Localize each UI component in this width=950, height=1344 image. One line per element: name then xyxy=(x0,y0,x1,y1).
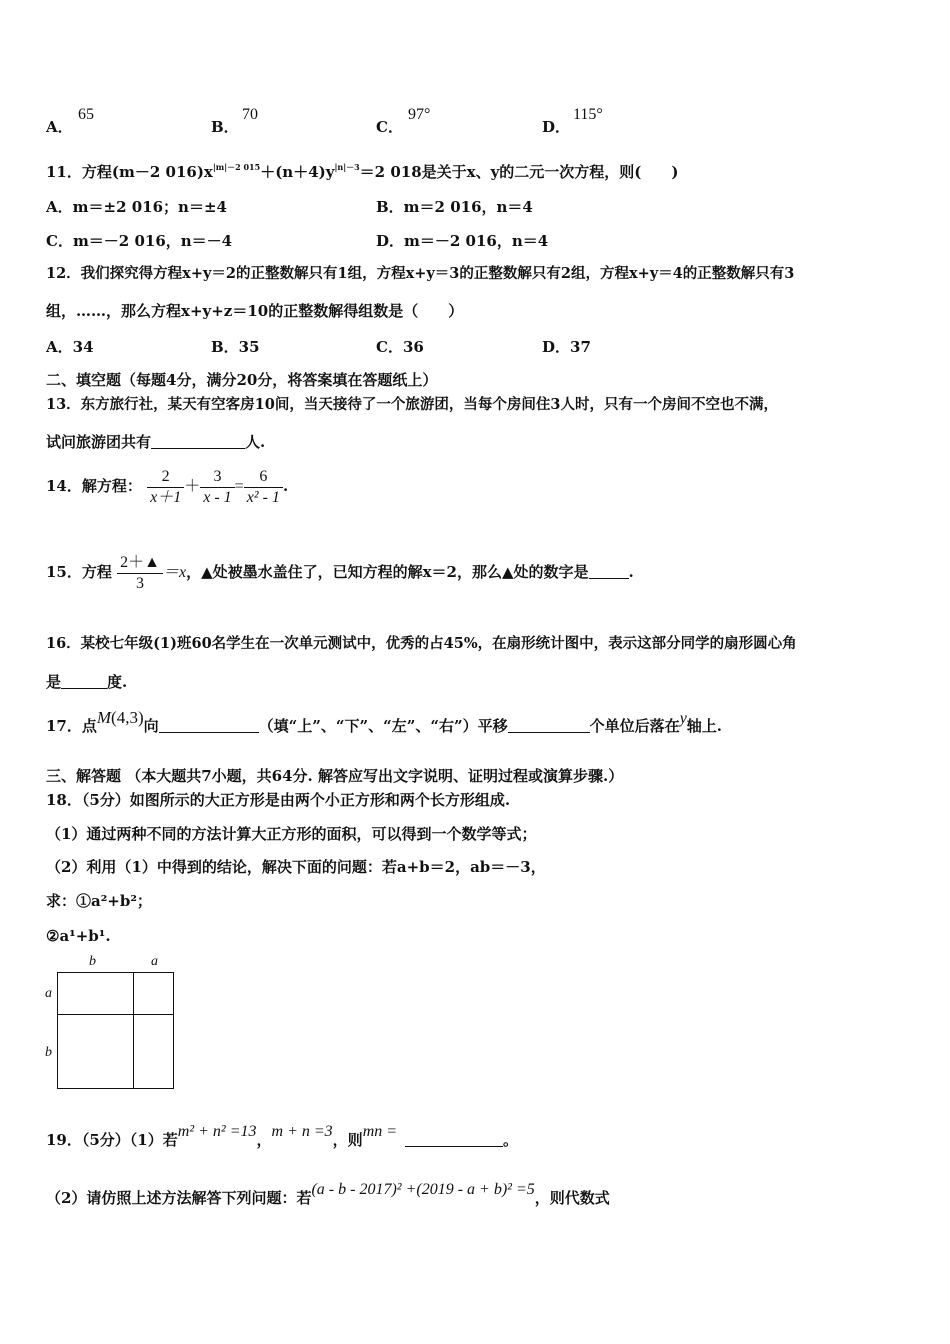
q19-part2-tail: ，则代数式 xyxy=(534,1189,610,1207)
q19-end: 。 xyxy=(503,1131,519,1149)
q14-num-3: 6 xyxy=(259,467,268,485)
q13-text: 试问旅游团共有 xyxy=(46,433,152,451)
q15-text: ，▲处被墨水盖住了，已知方程的解x＝2，那么▲处的数字是 xyxy=(186,563,589,581)
q18-label-top-b: b xyxy=(89,954,96,969)
q12-option-b: B．35 xyxy=(211,338,260,356)
q19-comma: ， xyxy=(256,1131,272,1149)
q14-fraction-2 xyxy=(200,467,234,508)
q17-direction-blank[interactable] xyxy=(159,718,259,733)
q11-exp2: |n|－3 xyxy=(334,162,360,172)
q15-fraction xyxy=(117,553,163,594)
q17-text-c: （填“上”、“下”、“左”、“右”）平移 xyxy=(258,717,508,735)
q10-option-c: C． xyxy=(376,118,403,136)
q15-answer-blank[interactable] xyxy=(589,564,629,579)
q18-square-figure xyxy=(57,972,174,1089)
q16-line1: 16．某校七年级(1)班60名学生在一次单元测试中，优秀的占45%，在扇形统计图中，表示这部分同学的扇形圆心角 xyxy=(46,635,797,652)
q16-text: 是 xyxy=(46,673,62,691)
q14-end: . xyxy=(282,477,289,495)
q10-option-b-value: 70 xyxy=(242,106,258,123)
q11-option-d: D．m＝－2 016，n＝4 xyxy=(376,232,549,250)
q19-expr2: m + n =3 xyxy=(271,1123,333,1140)
q19-label: 19．（5分）（1）若 xyxy=(46,1131,178,1149)
q11-label: 11．方程 xyxy=(46,163,112,181)
q14-fraction-3 xyxy=(244,467,283,508)
q19-answer-blank[interactable] xyxy=(405,1132,503,1147)
q12-option-d: D．37 xyxy=(542,338,591,356)
q17-units-blank[interactable] xyxy=(508,718,590,733)
q12-option-a: A．34 xyxy=(46,338,94,356)
q17-label: 17．点 xyxy=(46,717,97,735)
q18-title: 18．（5分）如图所示的大正方形是由两个小正方形和两个长方形组成. xyxy=(46,791,511,809)
q10-option-c-value: 97° xyxy=(408,106,431,123)
q18-ask1: 求：①a²+b²； xyxy=(46,892,152,910)
section-2-title: 二、填空题（每题4分，满分20分，将答案填在答题纸上） xyxy=(46,371,438,389)
q18-label-left-a: a xyxy=(45,986,52,1001)
q11-part2: ＋(n＋4)y xyxy=(260,163,335,181)
q10-option-d: D． xyxy=(542,118,571,136)
q19-expr3: mn = xyxy=(362,1123,398,1140)
q14-fraction-1 xyxy=(147,467,184,508)
q10-option-a: A． xyxy=(46,118,73,136)
q14-num-1: 2 xyxy=(161,467,170,485)
question-11 xyxy=(46,162,679,182)
q14-equals: = xyxy=(234,478,244,495)
q16-unit: 度. xyxy=(107,673,128,691)
question-15 xyxy=(46,550,634,595)
q17-axis: y xyxy=(679,710,687,727)
q14-label: 14．解方程： xyxy=(46,477,142,495)
q19-then: ，则 xyxy=(332,1131,363,1149)
q18-label-top-a: a xyxy=(151,954,158,969)
q12-line1: 12．我们探究得方程x+y＝2的正整数解只有1组，方程x+y＝3的正整数解只有2组，方程x+y＝4的正整数解只有3 xyxy=(46,265,795,282)
q14-den-2: x - 1 xyxy=(200,487,234,508)
q19-part2-text: （2）请仿照上述方法解答下列问题：若 xyxy=(46,1189,312,1207)
q15-label: 15．方程 xyxy=(46,563,112,581)
q13-line2 xyxy=(46,432,265,452)
q18-part1: （1）通过两种不同的方法计算大正方形的面积，可以得到一个数学等式； xyxy=(46,825,537,843)
q17-coords: (4,3) xyxy=(111,708,144,727)
q10-option-b: B． xyxy=(211,118,239,136)
q14-den-3: x² - 1 xyxy=(244,487,283,508)
q15-numerator: 2＋▲ xyxy=(120,553,160,571)
q14-num-2: 3 xyxy=(213,467,222,485)
q17-text-d: 个单位后落在 xyxy=(589,717,680,735)
q11-option-c: C．m＝－2 016，n＝－4 xyxy=(46,232,233,250)
q19-expr4: (a - b - 2017)² +(2019 - a + b)² =5 xyxy=(311,1181,535,1198)
q16-line2 xyxy=(46,672,127,692)
q13-answer-blank[interactable] xyxy=(151,434,245,449)
q10-option-d-value: 115° xyxy=(573,106,603,123)
q17-text-e: 轴上. xyxy=(686,717,723,735)
q18-horizontal-divider xyxy=(58,1014,173,1015)
q11-exp1: |m|－2 015 xyxy=(212,162,261,172)
q16-answer-blank[interactable] xyxy=(61,674,107,689)
q15-end: . xyxy=(628,563,634,581)
q18-vertical-divider xyxy=(133,973,134,1088)
q13-line1: 13．东方旅行社，某天有空客房10间，当天接待了一个旅游团，当每个房间住3人时，只有一个房间不空也不满， xyxy=(46,396,778,413)
q10-option-a-value: 65 xyxy=(78,106,94,123)
q17-point: M xyxy=(96,708,112,727)
q18-ask2: ②a¹+b¹. xyxy=(46,927,111,945)
q15-rhs: ＝x xyxy=(162,564,187,581)
q12-line2: 组，……，那么方程x+y+z＝10的正整数解得组数是（ ） xyxy=(46,302,464,320)
q14-plus: ＋ xyxy=(184,478,201,495)
q18-part2: （2）利用（1）中得到的结论，解决下面的问题：若a+b＝2，ab＝－3， xyxy=(46,858,546,876)
q15-denominator: 3 xyxy=(117,573,163,594)
q12-option-c: C．36 xyxy=(376,338,424,356)
q19-part1 xyxy=(46,1123,519,1151)
q11-option-a: A．m＝±2 016；n＝±4 xyxy=(46,198,227,216)
q17-text-b: 向 xyxy=(143,717,159,735)
q11-part3: ＝2 018是关于x、y的二元一次方程，则( ) xyxy=(359,163,679,181)
q11-part1: (m－2 016)x xyxy=(111,163,213,181)
q14-den-1: x＋1 xyxy=(147,487,184,508)
question-17 xyxy=(46,708,723,737)
q13-unit: 人. xyxy=(245,433,266,451)
q19-expr1: m² + n² =13 xyxy=(177,1123,257,1140)
section-3-title: 三、解答题 （本大题共7小题，共64分. 解答应写出文字说明、证明过程或演算步骤.） xyxy=(46,767,624,785)
q11-option-b: B．m＝2 016，n＝4 xyxy=(376,198,533,216)
question-14 xyxy=(46,465,288,508)
q18-label-left-b: b xyxy=(45,1045,52,1060)
q19-part2 xyxy=(46,1181,610,1209)
